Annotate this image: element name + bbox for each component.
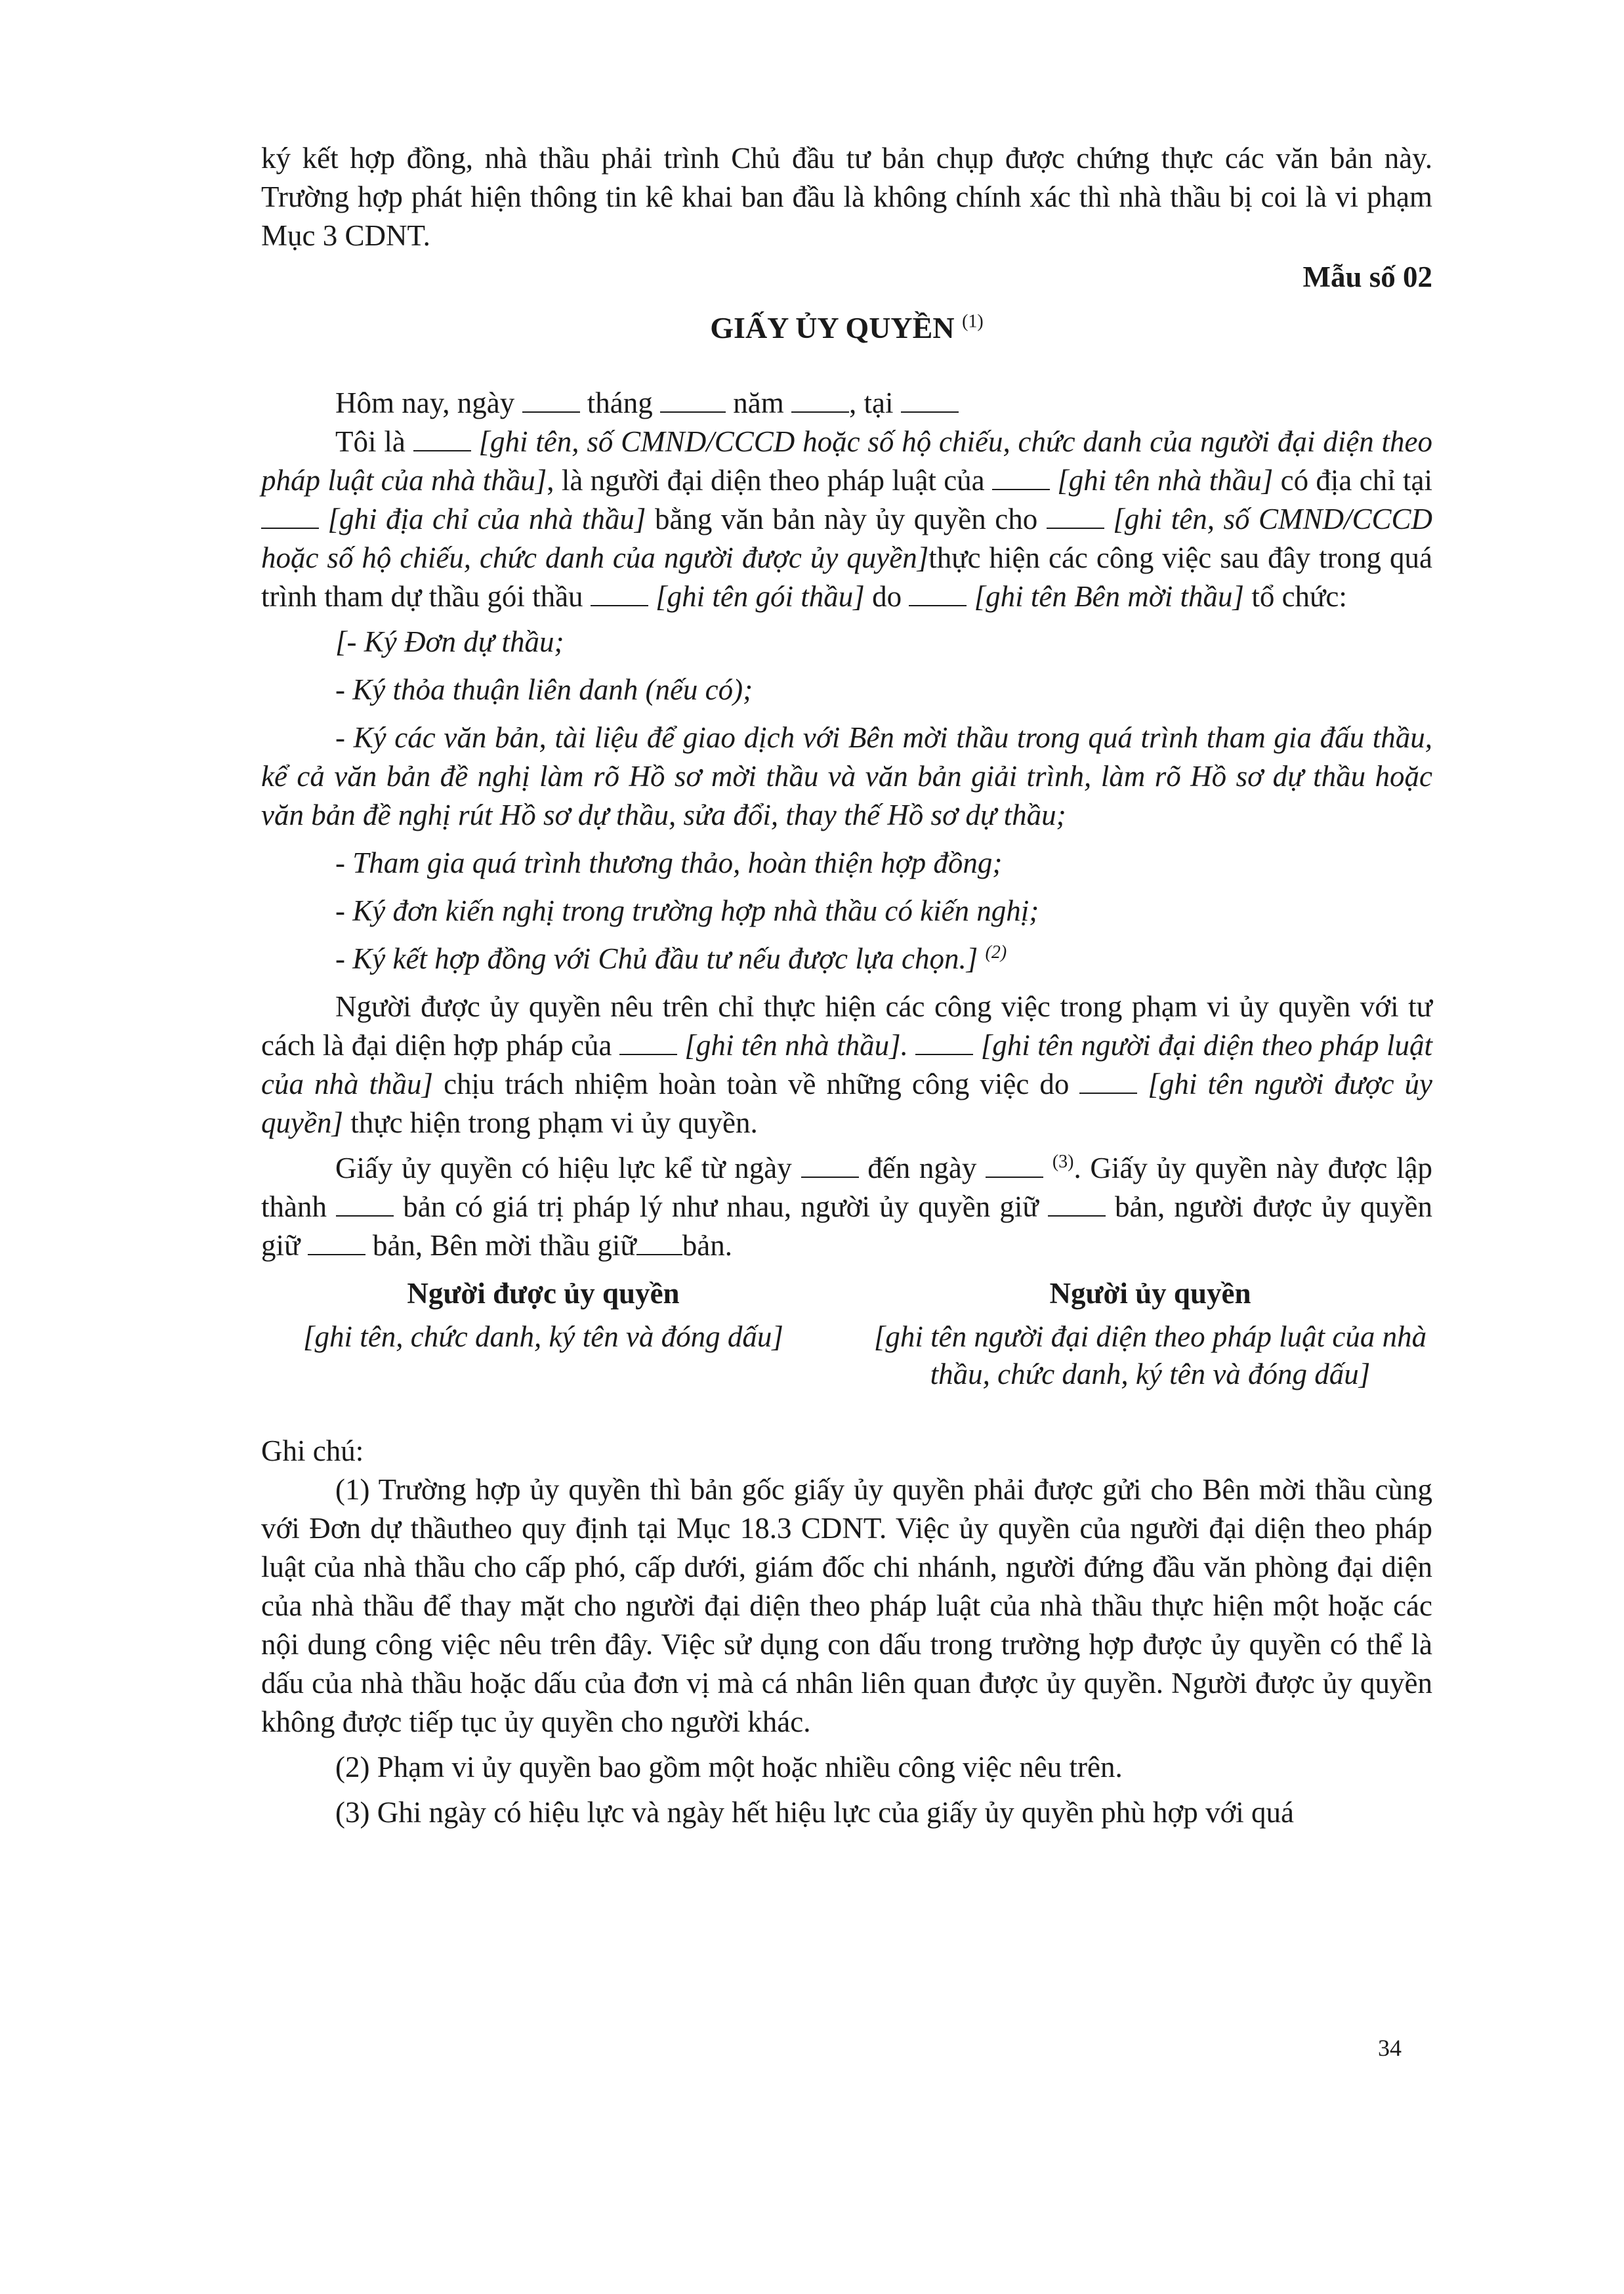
- intro-text-7: tổ chức:: [1251, 580, 1347, 613]
- blank-copies-grantee: [308, 1230, 365, 1255]
- notes-label: Ghi chú:: [261, 1434, 364, 1467]
- blank-copies: [336, 1192, 394, 1217]
- date-place-label: , tại: [849, 386, 894, 419]
- blank-representative: [413, 427, 471, 451]
- validity-text-1: Giấy ủy quyền có hiệu lực kể từ ngày: [335, 1152, 792, 1184]
- signature-block: [261, 1274, 1432, 1425]
- scope-item-last: [261, 940, 1432, 978]
- resp-text-2: chịu trách nhiệm hoàn toàn về những công việc do: [444, 1068, 1070, 1100]
- scope-item: - Ký các văn bản, tài liệu để giao dịch với Bên mời thầu trong quá trình tham gia đấu thầu, kể cả văn bản đề nghị làm rõ Hồ sơ mời thầu và văn bản giải trình, làm rõ Hồ sơ dự thầu hoặc văn bản đề nghị rút Hồ sơ dự thầu, sửa đổi, thay thế Hồ sơ dự thầu;: [261, 721, 1432, 831]
- blank-end-date: [986, 1153, 1043, 1178]
- validity-text-4: bản có giá trị pháp lý như nhau, người ủy quyền giữ: [403, 1190, 1039, 1223]
- resp-placeholder-3: [ghi tên người được ủy quyền]: [261, 1068, 1433, 1139]
- intro-placeholder-5: [ghi tên gói thầu]: [656, 580, 865, 613]
- document-title: [261, 308, 1432, 347]
- resp-placeholder-2: [ghi tên người đại diện theo pháp luật của nhà thầu]: [261, 1029, 1433, 1100]
- intro-placeholder-2: [ghi tên nhà thầu]: [1057, 464, 1274, 497]
- intro-placeholder-6: [ghi tên Bên mời thầu]: [974, 580, 1245, 613]
- scope-list: [261, 623, 1432, 978]
- scope-item: - Tham gia quá trình thương thảo, hoàn thiện hợp đồng;: [335, 846, 1003, 879]
- validity-text-6: bản, Bên mời thầu giữ: [372, 1229, 636, 1262]
- intro-paragraph: [261, 423, 1432, 616]
- title-footnote: (1): [962, 311, 984, 332]
- intro-text-3: có địa chỉ tại: [1280, 464, 1432, 497]
- signature-authorized-title: Người được ủy quyền: [407, 1277, 680, 1310]
- intro-text-2: , là người đại diện theo pháp luật của: [547, 464, 985, 497]
- validity-text-7: bản.: [682, 1229, 733, 1262]
- signature-authorized: [287, 1274, 799, 1356]
- note-item: (2) Phạm vi ủy quyền bao gồm một hoặc nhiều công việc nêu trên.: [335, 1751, 1123, 1783]
- blank-contractor: [992, 465, 1050, 490]
- intro-placeholder-3: [ghi địa chỉ của nhà thầu]: [327, 503, 646, 535]
- blank-address: [261, 504, 319, 529]
- blank-month: [660, 388, 726, 413]
- validity-text-5: bản, người được ủy quyền giữ: [261, 1190, 1433, 1262]
- blank-start-date: [801, 1153, 859, 1178]
- signature-authorized-note: [ghi tên, chức danh, ký tên và đóng dấu]: [303, 1320, 783, 1353]
- note-item: (3) Ghi ngày có hiệu lực và ngày hết hiệu lực của giấy ủy quyền phù hợp với quá: [335, 1796, 1294, 1829]
- scope-item-text: - Ký kết hợp đồng với Chủ đầu tư nếu được lựa chọn.]: [335, 942, 978, 975]
- notes-list: [261, 1470, 1432, 1832]
- date-year-label: năm: [733, 386, 784, 419]
- title-text: GIẤY ỦY QUYỀN: [710, 311, 955, 344]
- intro-text-5: thực hiện các công việc sau đây trong quá trình tham dự thầu gói thầu: [261, 541, 1432, 613]
- date-day-label: Hôm nay, ngày: [335, 386, 515, 419]
- intro-text-1: Tôi là: [335, 425, 406, 458]
- note-item: (1) Trường hợp ủy quyền thì bản gốc giấy ủy quyền phải được gửi cho Bên mời thầu cùng với Đơn dự thầutheo quy định tại Mục 18.3 CDNT. Việc ủy quyền của người đại diện theo pháp luật của nhà thầu cho cấp phó, cấp dưới, giám đốc chi nhánh, người đứng đầu văn phòng đại diện của nhà thầu để thay mặt cho người đại diện theo pháp luật của nhà thầu thực hiện một hoặc các nội dung công việc nêu trên đây. Việc sử dụng con dấu trong trường hợp được ủy quyền có thể là dấu của nhà thầu hoặc dấu của đơn vị mà cá nhân liên quan được ủy quyền. Người được ủy quyền không được tiếp tục ủy quyền cho người khác.: [261, 1473, 1432, 1738]
- blank-year: [791, 388, 849, 413]
- document-body: [261, 139, 1432, 1839]
- responsibility-paragraph: [261, 988, 1432, 1142]
- intro-text-4: bằng văn bản này ủy quyền cho: [654, 503, 1038, 535]
- page-number: 34: [1378, 2035, 1402, 2061]
- date-month-label: tháng: [587, 386, 653, 419]
- resp-text-1: Người được ủy quyền nêu trên chỉ thực hiện các công việc trong phạm vi ủy quyền với tư cách là đại diện hợp pháp của: [261, 990, 1432, 1062]
- validity-text-3: . Giấy ủy quyền này được lập thành: [261, 1152, 1433, 1223]
- blank-contractor-2: [619, 1030, 677, 1055]
- resp-placeholder-1: [ghi tên nhà thầu].: [684, 1029, 908, 1062]
- blank-copies-inviter: [636, 1230, 682, 1255]
- blank-copies-grantor: [1048, 1192, 1106, 1217]
- resp-text-3: thực hiện trong phạm vi ủy quyền.: [350, 1106, 758, 1139]
- scope-footnote: (2): [985, 942, 1007, 963]
- blank-day: [522, 388, 580, 413]
- signature-grantor-title: Người ủy quyền: [1049, 1277, 1251, 1310]
- signature-grantor-note: [ghi tên người đại diện theo pháp luật của nhà thầu, chức danh, ký tên và đóng dấu]: [873, 1320, 1427, 1390]
- top-paragraph: ký kết hợp đồng, nhà thầu phải trình Chủ đầu tư bản chụp được chứng thực các văn bản này. Trường hợp phát hiện thông tin kê khai ban đầu là không chính xác thì nhà thầu bị coi là vi phạm Mục 3 CDNT.: [261, 142, 1432, 252]
- intro-text-6: do: [872, 580, 902, 613]
- signature-grantor: [855, 1274, 1446, 1393]
- scope-item: [- Ký Đơn dự thầu;: [335, 625, 564, 658]
- blank-legal-rep: [915, 1030, 973, 1055]
- scope-item: - Ký thỏa thuận liên danh (nếu có);: [335, 673, 753, 706]
- blank-inviter: [909, 581, 967, 606]
- date-line: [261, 384, 1432, 423]
- intro-placeholder-1: [ghi tên, số CMND/CCCD hoặc số hộ chiếu, chức danh của người đại diện theo pháp luật của nhà thầu]: [261, 425, 1432, 497]
- blank-package: [591, 581, 648, 606]
- intro-placeholder-4: [ghi tên, số CMND/CCCD hoặc số hộ chiếu, chức danh của người được ủy quyền]: [261, 503, 1433, 574]
- validity-paragraph: [261, 1149, 1432, 1265]
- scope-item: - Ký đơn kiến nghị trong trường hợp nhà thầu có kiến nghị;: [335, 894, 1039, 927]
- validity-footnote: (3): [1052, 1152, 1074, 1172]
- blank-place: [901, 388, 959, 413]
- blank-authorized-2: [1079, 1069, 1137, 1094]
- sample-label: Mẫu số 02: [1302, 261, 1432, 293]
- validity-text-2: đến ngày: [867, 1152, 977, 1184]
- blank-authorized: [1047, 504, 1104, 529]
